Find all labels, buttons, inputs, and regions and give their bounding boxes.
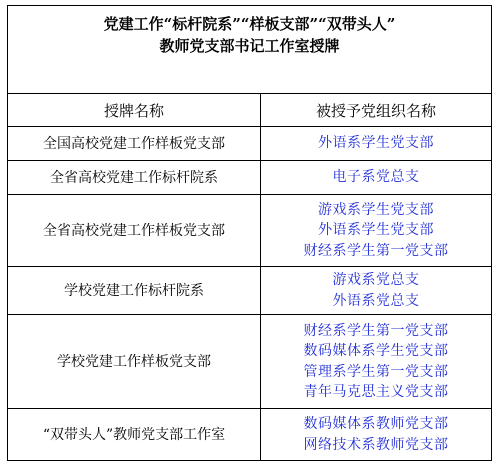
award-table: [7, 5, 492, 461]
table-title-line-1: 党建工作“标杆院系”“样板支部”“双带头人”: [103, 15, 396, 33]
org-name: 青年马克思主义党支部: [303, 384, 449, 400]
table-row: [8, 127, 492, 161]
org-name: 网络技术系教师党支部: [303, 436, 449, 453]
recipient-cell: [261, 315, 492, 409]
recipient-cell: [261, 195, 492, 267]
table-row: [8, 267, 492, 315]
org-name: 数码媒体系教师党支部: [303, 416, 449, 432]
table-row: [8, 409, 492, 461]
org-name: 游戏系学生党支部: [318, 201, 434, 218]
column-header-award-name: 授牌名称: [8, 94, 261, 127]
org-name: 财经系学生第一党支部: [303, 322, 449, 339]
org-name: 外语系学生党支部: [318, 222, 434, 239]
column-header-recipient: 被授予党组织名称: [261, 94, 492, 127]
award-name-cell: 全省高校党建工作样板党支部: [8, 195, 261, 267]
table-row: [8, 161, 492, 195]
org-name: 财经系学生第一党支部: [303, 242, 449, 259]
recipient-cell: [261, 267, 492, 315]
table-row: [8, 195, 492, 267]
award-name-cell: “双带头人”教师党支部工作室: [8, 409, 261, 461]
table-row: [8, 315, 492, 409]
org-name: 游戏系党总支: [332, 272, 420, 288]
table-title-line-2: 教师党支部书记工作室授牌: [159, 37, 340, 55]
award-name-cell: 全省高校党建工作标杆院系: [8, 161, 261, 195]
table-title-cell: [8, 6, 492, 94]
org-name: 管理系学生第一党支部: [303, 363, 449, 380]
org-name: 电子系党总支: [332, 169, 420, 186]
org-name: 外语系党总支: [332, 292, 420, 309]
recipient-cell: [261, 127, 492, 161]
award-name-cell: 学校党建工作标杆院系: [8, 267, 261, 315]
award-name-cell: 全国高校党建工作样板党支部: [8, 127, 261, 161]
org-name: 数码媒体系学生党支部: [303, 343, 449, 359]
award-name-cell: 学校党建工作样板党支部: [8, 315, 261, 409]
recipient-cell: [261, 161, 492, 195]
org-name: 外语系学生党支部: [318, 135, 434, 152]
recipient-cell: [261, 409, 492, 461]
